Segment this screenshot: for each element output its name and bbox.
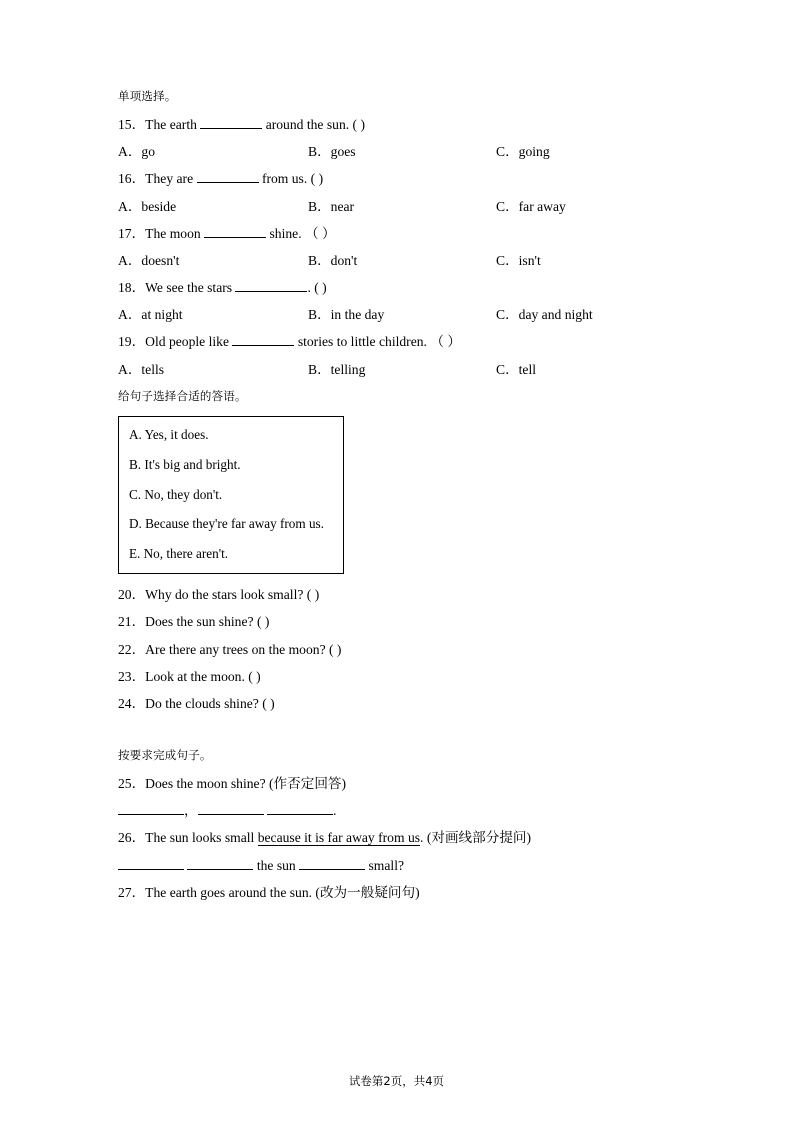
question-21[interactable]: 21．Does the sun shine? ( ) bbox=[118, 614, 270, 630]
answer-blank[interactable] bbox=[235, 291, 307, 292]
question-15-post: around the sun. ( ) bbox=[265, 117, 365, 133]
question-18-num: 18 bbox=[118, 280, 132, 296]
answer-blank[interactable] bbox=[118, 869, 184, 870]
option-a[interactable]: A．at night bbox=[118, 307, 183, 323]
answer-blank[interactable] bbox=[204, 237, 266, 238]
option-a[interactable]: A．doesn't bbox=[118, 253, 180, 269]
answer-choice-e[interactable]: E. No, there aren't. bbox=[129, 546, 229, 562]
question-16 bbox=[118, 170, 675, 188]
question-16-options bbox=[118, 198, 675, 216]
question-26 bbox=[118, 829, 675, 847]
answer-choice-d[interactable]: D. Because they're far away from us. bbox=[129, 516, 324, 532]
option-c[interactable]: C．day and night bbox=[496, 307, 593, 323]
question-16-num: 16 bbox=[118, 171, 132, 187]
question-26-underlined: because it is far away from us bbox=[257, 830, 421, 846]
question-26-post: . (对画线部分提问) bbox=[420, 830, 532, 846]
option-b[interactable]: B．near bbox=[308, 198, 355, 214]
question-16-post: from us. ( ) bbox=[261, 171, 324, 187]
answer-blank[interactable] bbox=[187, 869, 253, 870]
question-17-options bbox=[118, 252, 675, 270]
question-24[interactable]: 24．Do the clouds shine? ( ) bbox=[118, 696, 275, 712]
option-c[interactable]: C．far away bbox=[496, 198, 566, 214]
question-15-pre: ．The earth bbox=[131, 117, 197, 133]
section-title-multiple-choice: 单项选择。 bbox=[118, 89, 177, 103]
option-b[interactable]: B．telling bbox=[308, 361, 366, 377]
question-20[interactable]: 20．Why do the stars look small? ( ) bbox=[118, 586, 320, 602]
question-17 bbox=[118, 225, 675, 243]
question-17-post: shine. （ ） bbox=[269, 225, 336, 241]
question-17-num: 17 bbox=[118, 225, 132, 241]
option-c[interactable]: C．going bbox=[496, 144, 550, 160]
q26-tail-text: small? bbox=[368, 857, 405, 873]
answer-blank[interactable] bbox=[198, 814, 264, 815]
question-26-pre: 26．The sun looks small bbox=[118, 830, 258, 846]
question-26-answer-line[interactable] bbox=[118, 857, 675, 875]
answer-blank[interactable] bbox=[232, 345, 294, 346]
question-15 bbox=[118, 116, 675, 134]
option-b[interactable]: B．in the day bbox=[308, 307, 385, 323]
q25-comma: ， bbox=[184, 803, 198, 819]
question-15-options bbox=[118, 143, 675, 161]
question-18 bbox=[118, 279, 675, 297]
section-title-matching: 给句子选择合适的答语。 bbox=[118, 388, 247, 403]
option-a[interactable]: A．beside bbox=[118, 198, 177, 214]
question-18-pre: ．We see the stars bbox=[131, 280, 233, 296]
question-25-answer-line[interactable] bbox=[118, 802, 675, 820]
option-b[interactable]: B．goes bbox=[308, 144, 356, 160]
option-b[interactable]: B．don't bbox=[308, 253, 358, 269]
section-spacer bbox=[118, 723, 675, 747]
question-19 bbox=[118, 333, 675, 351]
question-19-num: 19 bbox=[118, 334, 132, 350]
answer-blank[interactable] bbox=[299, 869, 365, 870]
question-19-pre: ．Old people like bbox=[131, 334, 229, 350]
q25-period: . bbox=[333, 803, 337, 819]
question-27: 27．The earth goes around the sun. (改为一般疑问句) bbox=[118, 885, 420, 901]
question-19-options bbox=[118, 361, 675, 379]
answer-blank[interactable] bbox=[197, 182, 259, 183]
answer-choice-box bbox=[118, 416, 344, 574]
option-a[interactable]: A．tells bbox=[118, 361, 165, 377]
question-17-pre: ．The moon bbox=[131, 225, 201, 241]
option-a[interactable]: A．go bbox=[118, 144, 156, 160]
question-16-pre: ．They are bbox=[131, 171, 194, 187]
question-18-options bbox=[118, 306, 675, 324]
answer-blank[interactable] bbox=[267, 814, 333, 815]
question-15-num: 15 bbox=[118, 117, 132, 133]
section-title-rewrite: 按要求完成句子。 bbox=[118, 747, 212, 762]
page-footer: 试卷第2页，共4页 bbox=[348, 1074, 445, 1088]
answer-choice-b[interactable]: B. It's big and bright. bbox=[129, 456, 241, 472]
answer-choice-a[interactable]: A. Yes, it does. bbox=[129, 426, 209, 442]
q26-mid-text: the sun bbox=[256, 857, 296, 873]
answer-choice-c[interactable]: C. No, they don't. bbox=[129, 486, 223, 502]
question-25: 25．Does the moon shine? (作否定回答) bbox=[118, 775, 347, 791]
option-c[interactable]: C．tell bbox=[496, 361, 537, 377]
answer-blank[interactable] bbox=[200, 128, 262, 129]
question-22[interactable]: 22．Are there any trees on the moon? ( ) bbox=[118, 641, 342, 657]
question-23[interactable]: 23．Look at the moon. ( ) bbox=[118, 669, 261, 684]
question-18-post: . ( ) bbox=[307, 280, 327, 296]
question-19-post: stories to little children. （ ） bbox=[297, 334, 461, 350]
option-c[interactable]: C．isn't bbox=[496, 253, 541, 269]
answer-blank[interactable] bbox=[118, 814, 184, 815]
